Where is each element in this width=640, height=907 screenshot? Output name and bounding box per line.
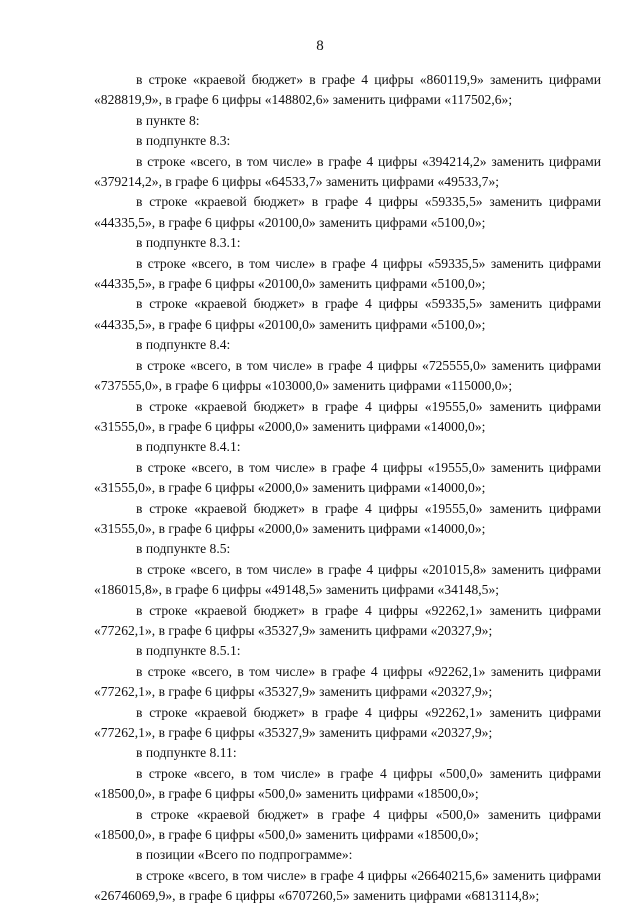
paragraph: в подпункте 8.3.1: [136, 235, 241, 251]
paragraph: в строке «краевой бюджет» в графе 4 цифры «59335,5» заменить цифрами «44335,5», в графе 6 цифры «20100,0» заменить цифрами «5100,0»; [94, 194, 601, 230]
paragraph: в строке «краевой бюджет» в графе 4 цифры «860119,9» заменить цифрами «828819,9», в графе 6 цифры «148802,6» заменить цифрами «117502,6»; [94, 72, 601, 108]
paragraph: в подпункте 8.4: [136, 337, 231, 353]
document-body [94, 70, 601, 907]
paragraph: в подпункте 8.11: [136, 745, 237, 761]
paragraph: в строке «всего, в том числе» в графе 4 цифры «59335,5» заменить цифрами «44335,5», в графе 6 цифры «20100,0» заменить цифрами «5100,0»; [94, 255, 601, 292]
paragraph: в строке «краевой бюджет» в графе 4 цифры «92262,1» заменить цифрами «77262,1», в графе 6 цифры «35327,9» заменить цифрами «20327,9»; [94, 704, 601, 740]
paragraph: в подпункте 8.4.1: [136, 439, 241, 455]
paragraph: в строке «всего, в том числе» в графе 4 цифры «26640215,6» заменить цифрами «26746069,9», в графе 6 цифры «6707260,5» заменить цифрами «6813114,8»; [94, 867, 601, 904]
paragraph: в строке «всего, в том числе» в графе 4 цифры «725555,0» заменить цифрами «737555,0», в графе 6 цифры «103000,0» заменить цифрами «115000,0»; [94, 357, 601, 394]
paragraph: в строке «краевой бюджет» в графе 4 цифры «19555,0» заменить цифрами «31555,0», в графе 6 цифры «2000,0» заменить цифрами «14000,0»; [94, 500, 601, 536]
paragraph: в позиции «Всего по подпрограмме»: [136, 847, 353, 863]
paragraph: в строке «краевой бюджет» в графе 4 цифры «19555,0» заменить цифрами «31555,0», в графе 6 цифры «2000,0» заменить цифрами «14000,0»; [94, 398, 601, 434]
paragraph: в строке «всего, в том числе» в графе 4 цифры «201015,8» заменить цифрами «186015,8», в графе 6 цифры «49148,5» заменить цифрами «34148,5»; [94, 561, 601, 598]
paragraph: в подпункте 8.3: [136, 133, 231, 149]
paragraph: в строке «краевой бюджет» в графе 4 цифры «500,0» заменить цифрами «18500,0», в графе 6 цифры «500,0» заменить цифрами «18500,0»; [94, 806, 601, 843]
paragraph: в подпункте 8.5.1: [136, 643, 241, 659]
paragraph: в строке «всего, в том числе» в графе 4 цифры «394214,2» заменить цифрами «379214,2», в графе 6 цифры «64533,7» заменить цифрами «49533,7»; [94, 153, 601, 190]
paragraph: в строке «краевой бюджет» в графе 4 цифры «59335,5» заменить цифрами «44335,5», в графе 6 цифры «20100,0» заменить цифрами «5100,0»; [94, 296, 601, 332]
paragraph: в строке «краевой бюджет» в графе 4 цифры «92262,1» заменить цифрами «77262,1», в графе 6 цифры «35327,9» заменить цифрами «20327,9»; [94, 602, 601, 638]
page-number: 8 [316, 38, 324, 54]
paragraph: в подпункте 8.5: [136, 541, 231, 557]
paragraph: в строке «всего, в том числе» в графе 4 цифры «92262,1» заменить цифрами «77262,1», в графе 6 цифры «35327,9» заменить цифрами «20327,9»; [94, 663, 601, 700]
paragraph: в строке «всего, в том числе» в графе 4 цифры «19555,0» заменить цифрами «31555,0», в графе 6 цифры «2000,0» заменить цифрами «14000,0»; [94, 459, 601, 496]
paragraph: в пункте 8: [136, 112, 200, 128]
paragraph: в строке «всего, в том числе» в графе 4 цифры «500,0» заменить цифрами «18500,0», в графе 6 цифры «500,0» заменить цифрами «18500,0»; [94, 765, 601, 802]
